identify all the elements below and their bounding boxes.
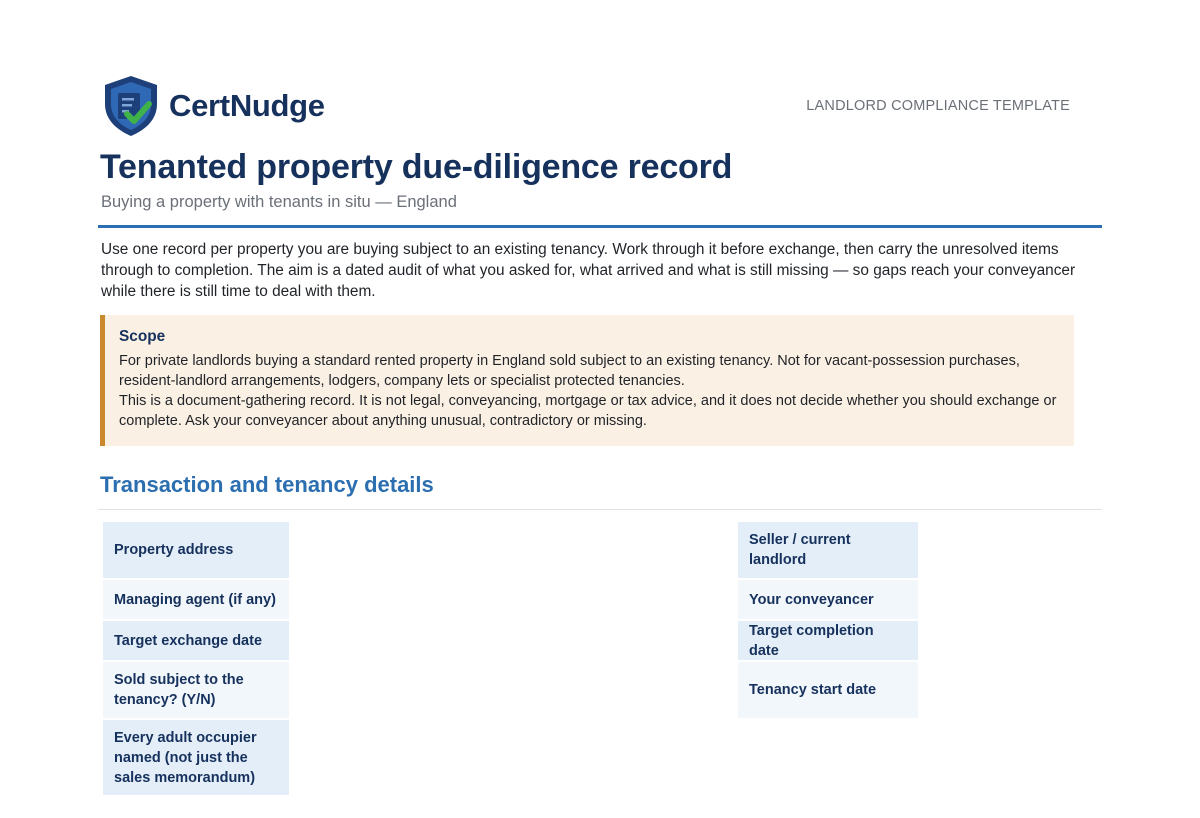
brand-logo [103, 74, 325, 138]
field-label-property-address: Property address [103, 522, 289, 578]
field-label-sold-subject-to-tenancy: Sold subject to the tenancy? (Y/N) [103, 662, 289, 718]
field-label-your-conveyancer: Your conveyancer [738, 580, 918, 619]
template-label: LANDLORD COMPLIANCE TEMPLATE [806, 98, 1070, 114]
field-label-tenancy-start-date: Tenancy start date [738, 662, 918, 718]
field-label-managing-agent: Managing agent (if any) [103, 580, 289, 619]
section-divider [98, 509, 1102, 510]
title-divider [98, 225, 1102, 228]
field-label-target-exchange-date: Target exchange date [103, 621, 289, 660]
field-label-adult-occupiers: Every adult occupier named (not just the sales memorandum) [103, 720, 289, 795]
section-title-transaction-details: Transaction and tenancy details [100, 472, 434, 497]
field-label-seller: Seller / current landlord [738, 522, 918, 578]
field-label-target-completion-date: Target completion date [738, 621, 918, 660]
page-subtitle: Buying a property with tenants in situ — England [101, 193, 457, 211]
page-title: Tenanted property due-diligence record [100, 148, 733, 186]
scope-paragraph: For private landlords buying a standard rented property in England sold subject to an existing tenancy. Not for vacant-possession purchases, resident-landlord arrangements, lodgers, company lets or specialist protected tenancies. [119, 353, 1020, 389]
scope-title: Scope [119, 328, 166, 345]
brand-name: CertNudge [169, 88, 325, 123]
scope-paragraph: This is a document-gathering record. It is not legal, conveyancing, mortgage or tax advice, and it does not decide whether you should exchange or complete. Ask your conveyancer about anything unusual, contradictory or missing. [119, 393, 1057, 429]
scope-callout [100, 315, 1074, 446]
shield-checkmark-icon [103, 74, 159, 138]
intro-paragraph: Use one record per property you are buying subject to an existing tenancy. Work through it before exchange, then carry the unresolved items through to completion. The aim is a dated audit of what you asked for, what arrived and what is still missing — so gaps reach your conveyancer while there is still time to deal with them. [101, 241, 1076, 300]
